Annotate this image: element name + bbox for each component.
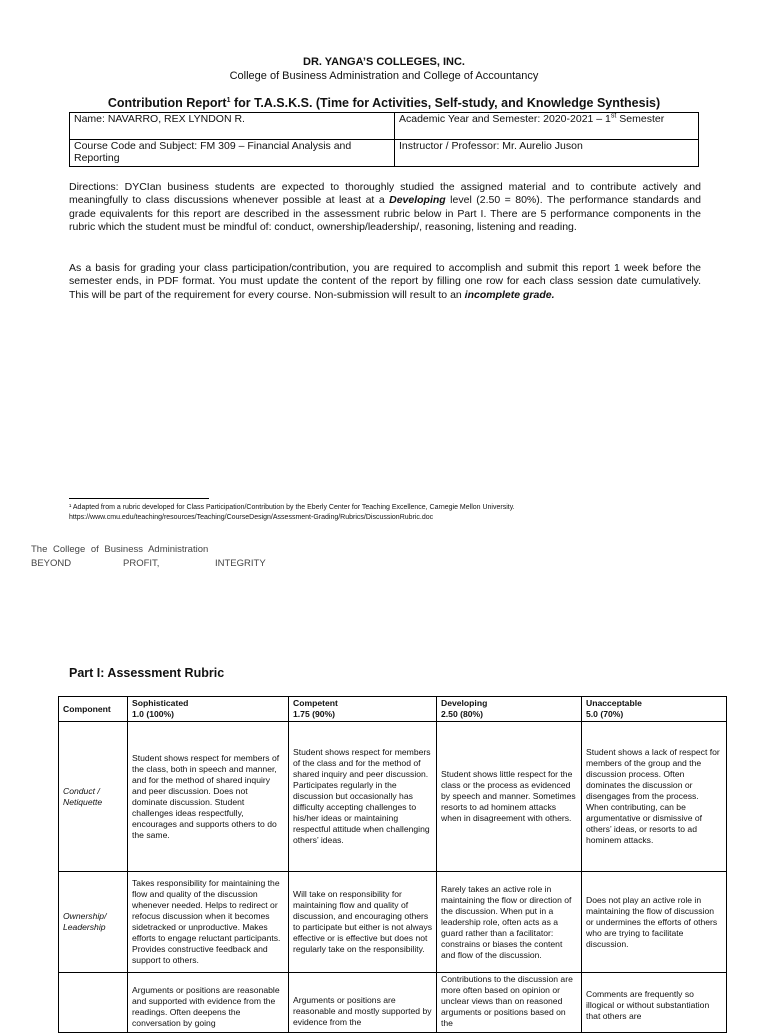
directions-paragraph: Directions: DYCIan business students are expected to thoroughly studied the assigned material and to contribute actively and meaningfully to class discussions whenever possible at least at a Developing level (2.50 = 80%). The performance standards and grade equivalents for this report are described in the assessment rubric below in Part I. There are 5 performance components in the rubric which the student must be mindful of: conduct, ownership/leadership/, reasoning, listening and reading. xyxy=(69,181,701,234)
college-name: College of Business Administration and College of Accountancy xyxy=(229,70,539,82)
rubric-header-competent: Competent 1.75 (90%) xyxy=(289,697,437,722)
rubric-header-row xyxy=(59,697,727,722)
rubric-component: Conduct / Netiquette xyxy=(59,722,128,872)
rubric-header-developing: Developing 2.50 (80%) xyxy=(437,697,582,722)
tagline-college: The College of Business Administration xyxy=(31,544,209,555)
motto-word: PROFIT, xyxy=(123,558,160,569)
rubric-cell: Takes responsibility for maintaining the flow and quality of the discussion whenever needed. Helps to redirect or refocus discussion when it becomes sidetracked or unproductive. Makes efforts to engage reluctant participants. Provides constructive feedback and support to others. xyxy=(128,872,289,973)
rubric-header-component: Component xyxy=(59,697,128,722)
rubric-cell: Arguments or positions are reasonable and mostly supported by evidence from the xyxy=(289,973,437,1033)
student-info-table xyxy=(69,112,699,167)
institution-name: DR. YANGA’S COLLEGES, INC. xyxy=(303,56,465,68)
footnote-text: ¹ Adapted from a rubric developed for Class Participation/Contribution by the Eberly Center for Teaching Excellence, Carnegie Mellon University. xyxy=(69,504,515,511)
part1-title: Part I: Assessment Rubric xyxy=(69,666,225,680)
rubric-header-unacceptable: Unacceptable 5.0 (70%) xyxy=(582,697,727,722)
footnote-url: https://www.cmu.edu/teaching/resources/Teaching/CourseDesign/Assessment-Grading/Rubrics/DiscussionRubric.doc xyxy=(69,514,434,521)
grading-paragraph: As a basis for grading your class participation/contribution, you are required to accomplish and submit this report 1 week before the semester ends, in PDF format. You must update the content of the report by filling one row for each class session date cumulatively. This will be part of the requirement for every course. Non-submission will result to an incomplete grade. xyxy=(69,262,701,301)
report-title: Contribution Report$^1$ for T.A.S.K.S. (Time for Activities, Self-study, and Knowledge Synthesis) xyxy=(107,96,661,110)
rubric-cell: Student shows a lack of respect for members of the group and the discussion process. Often dominates the discussion or disengages from the process. When contributing, can be argumentative or dismissive of others’ ideas, or resorts to ad hominem attacks. xyxy=(582,722,727,872)
rubric-cell: Contributions to the discussion are more often based on opinion or unclear views than on reasoned arguments or positions based on the xyxy=(437,973,582,1033)
rubric-header-sophisticated: Sophisticated 1.0 (100%) xyxy=(128,697,289,722)
rubric-cell: Student shows respect for members of the class and for the method of shared inquiry and peer discussion. Participates regularly in the discussion but occasionally has difficulty accepting challenges to his/her ideas or maintaining respectful attitude when challenging others’ ideas. xyxy=(289,722,437,872)
rubric-row xyxy=(59,722,727,872)
student-name: Name: NAVARRO, REX LYNDON R. xyxy=(70,113,395,140)
rubric-cell: Student shows respect for members of the class, both in speech and manner, and for the method of shared inquiry and peer discussion. Does not dominate discussion. Student challenges ideas respectfully, encourages and supports others to do the same. xyxy=(128,722,289,872)
course-subject: Course Code and Subject: FM 309 – Financial Analysis and Reporting xyxy=(70,140,395,167)
motto-word: BEYOND xyxy=(31,558,72,569)
motto-word: INTEGRITY xyxy=(215,558,266,569)
instructor: Instructor / Professor: Mr. Aurelio Juson xyxy=(395,140,699,167)
assessment-rubric-table xyxy=(58,696,727,1033)
rubric-cell: Rarely takes an active role in maintaining the flow or direction of the discussion. When put in a leadership role, often acts as a guard rather than a facilitator: constrains or biases the content and flow of the discussion. xyxy=(437,872,582,973)
rubric-cell: Student shows little respect for the class or the process as evidenced by speech and manner. Sometimes resorts to ad hominem attacks when in disagreement with others. xyxy=(437,722,582,872)
rubric-cell: Does not play an active role in maintaining the flow of discussion or undermines the efforts of others who are trying to facilitate discussion. xyxy=(582,872,727,973)
rubric-cell: Comments are frequently so illogical or without substantiation that others are xyxy=(582,973,727,1033)
footnote xyxy=(69,503,709,523)
academic-year: Academic Year and Semester: 2020-2021 – 1st Semester xyxy=(395,113,699,140)
rubric-cell: Arguments or positions are reasonable and supported with evidence from the readings. Often deepens the conversation by going xyxy=(128,973,289,1033)
rubric-cell: Will take on responsibility for maintaining flow and quality of discussion, and encouraging others to participate but either is not always effective or is effective but does not regularly take on the responsibility. xyxy=(289,872,437,973)
footnote-divider xyxy=(69,498,209,499)
rubric-component: Ownership/ Leadership xyxy=(59,872,128,973)
rubric-row xyxy=(59,872,727,973)
